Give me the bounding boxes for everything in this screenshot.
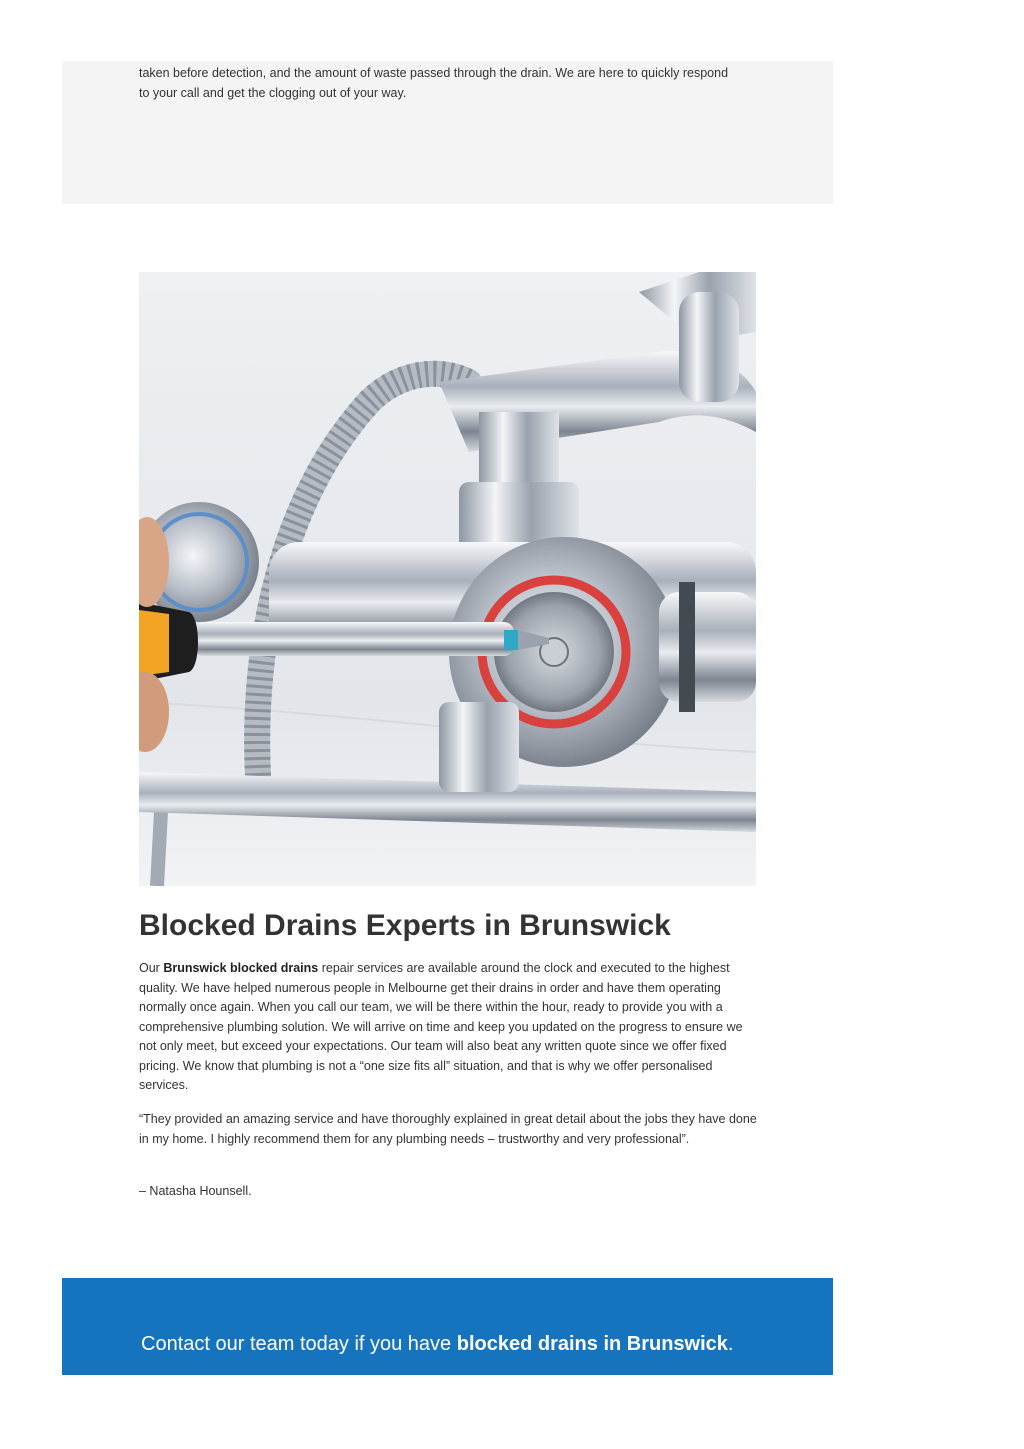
intro-text: taken before detection, and the amount of waste passed through the drain. We are here to quickly respond to your call and get the clogging out of your way. — [139, 66, 729, 100]
cta-text — [141, 1331, 733, 1357]
cta-prefix: Contact our team today if you have — [141, 1333, 457, 1355]
services-link-text: Brunswick blocked drains — [163, 961, 319, 975]
services-paragraph-rest: repair services are available around the clock and executed to the highest quality. We have helped numerous people in Melbourne get their drains in order and have them operating normally once again. When you call our team, we will be there within the hour, ready to provide you with a comprehensive plumbing solution. We will arrive on time and keep you updated on the progress to ensure we not only meet, but exceed your expectations. Our team will also beat any written quote since we offer fixed pricing. We know that plumbing is not a “one size fits all” situation, and that is why we offer personalised services. — [139, 961, 743, 1092]
services-paragraph — [139, 959, 759, 1096]
cta-suffix: . — [727, 1333, 734, 1355]
cta-highlight: blocked drains in Brunswick — [456, 1333, 728, 1355]
tap-repair-photo-icon — [139, 272, 756, 886]
page-heading: Blocked Drains Experts in Brunswick — [139, 909, 671, 942]
intro-section — [62, 61, 833, 204]
services-paragraph-prefix: Our — [139, 961, 164, 975]
tap-repair-image — [139, 272, 756, 886]
testimonial-quote: “They provided an amazing service and have thoroughly explained in great detail about the jobs they have done in my home. I highly recommend them for any plumbing needs – trustworthy and very professional”. — [139, 1112, 757, 1146]
testimonial-author: – Natasha Hounsell. — [139, 1184, 252, 1198]
contact-cta-banner — [62, 1278, 833, 1375]
